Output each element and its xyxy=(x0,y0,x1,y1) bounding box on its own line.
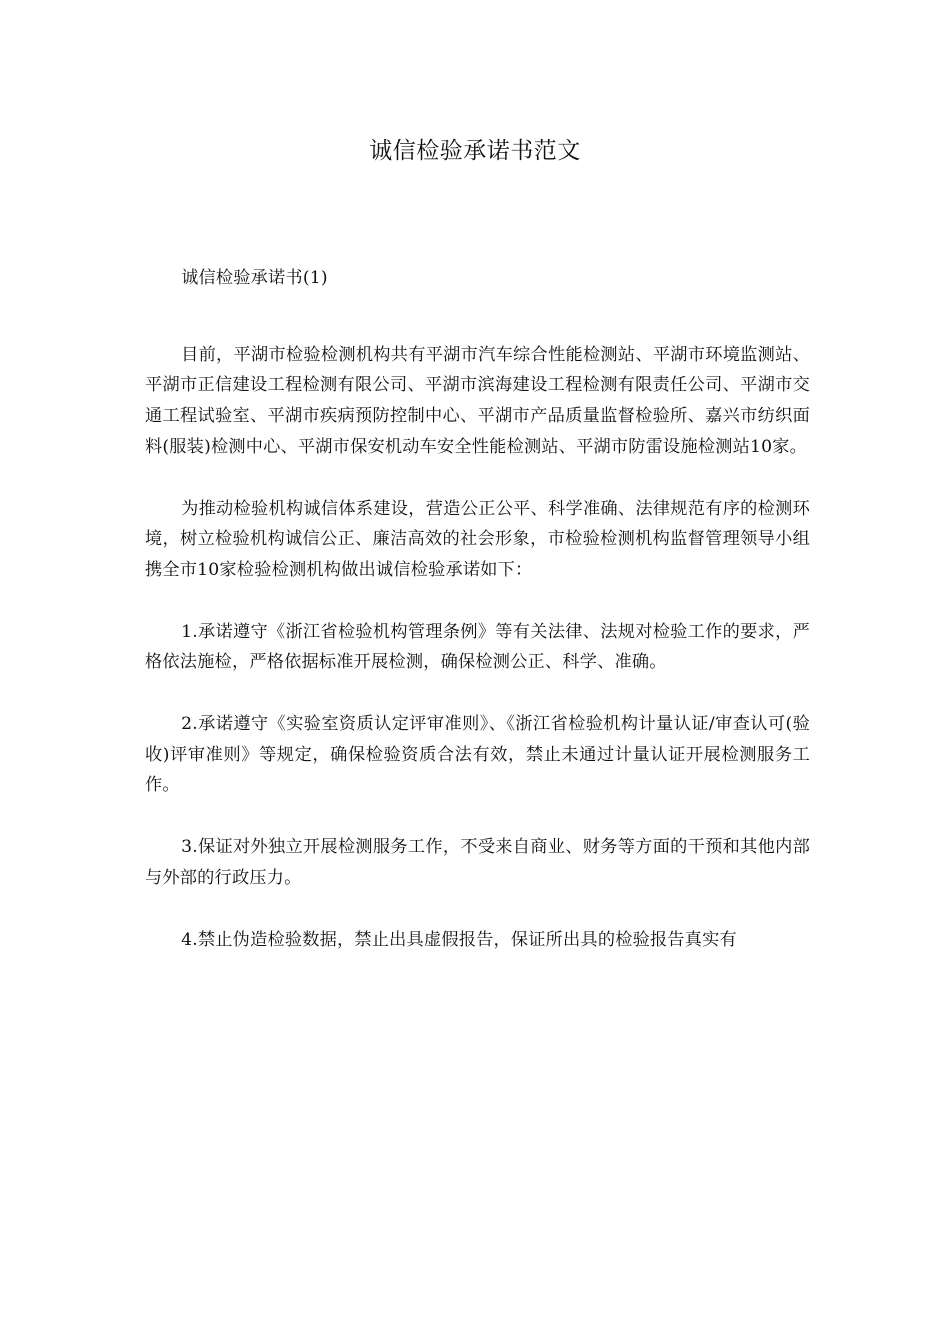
document-title: 诚信检验承诺书范文 xyxy=(369,138,581,164)
paragraph-item-1: 1.承诺遵守《浙江省检验机构管理条例》等有关法律、法规对检验工作的要求，严格依法施检，严格依据标准开展检测，确保检测公正、科学、准确。 xyxy=(145,621,810,673)
document-body xyxy=(145,263,810,986)
paragraph-item-4: 4.禁止伪造检验数据，禁止出具虚假报告，保证所出具的检验报告真实有 xyxy=(181,929,737,950)
paragraph-intro: 目前，平湖市检验检测机构共有平湖市汽车综合性能检测站、平湖市环境监测站、平湖市正信建设工程检测有限公司、平湖市滨海建设工程检测有限责任公司、平湖市交通工程试验室、平湖市疾病预防控制中心、平湖市产品质量监督检验所、嘉兴市纺织面料(服装)检测中心、平湖市保安机动车安全性能检测站、平湖市防雷设施检测站10家。 xyxy=(145,344,810,457)
paragraph-item-2: 2.承诺遵守《实验室资质认定评审准则》、《浙江省检验机构计量认证/审查认可(验收)评审准则》等规定，确保检验资质合法有效，禁止未通过计量认证开展检测服务工作。 xyxy=(145,714,810,796)
section-heading: 诚信检验承诺书(1) xyxy=(181,268,328,288)
paragraph-purpose: 为推动检验机构诚信体系建设，营造公正公平、科学准确、法律规范有序的检测环境，树立检验机构诚信公正、廉洁高效的社会形象，市检验检测机构监督管理领导小组携全市10家检验检测机构做出诚信检验承诺如下： xyxy=(145,498,810,580)
paragraph-item-3: 3.保证对外独立开展检测服务工作，不受来自商业、财务等方面的干预和其他内部与外部的行政压力。 xyxy=(145,837,810,888)
